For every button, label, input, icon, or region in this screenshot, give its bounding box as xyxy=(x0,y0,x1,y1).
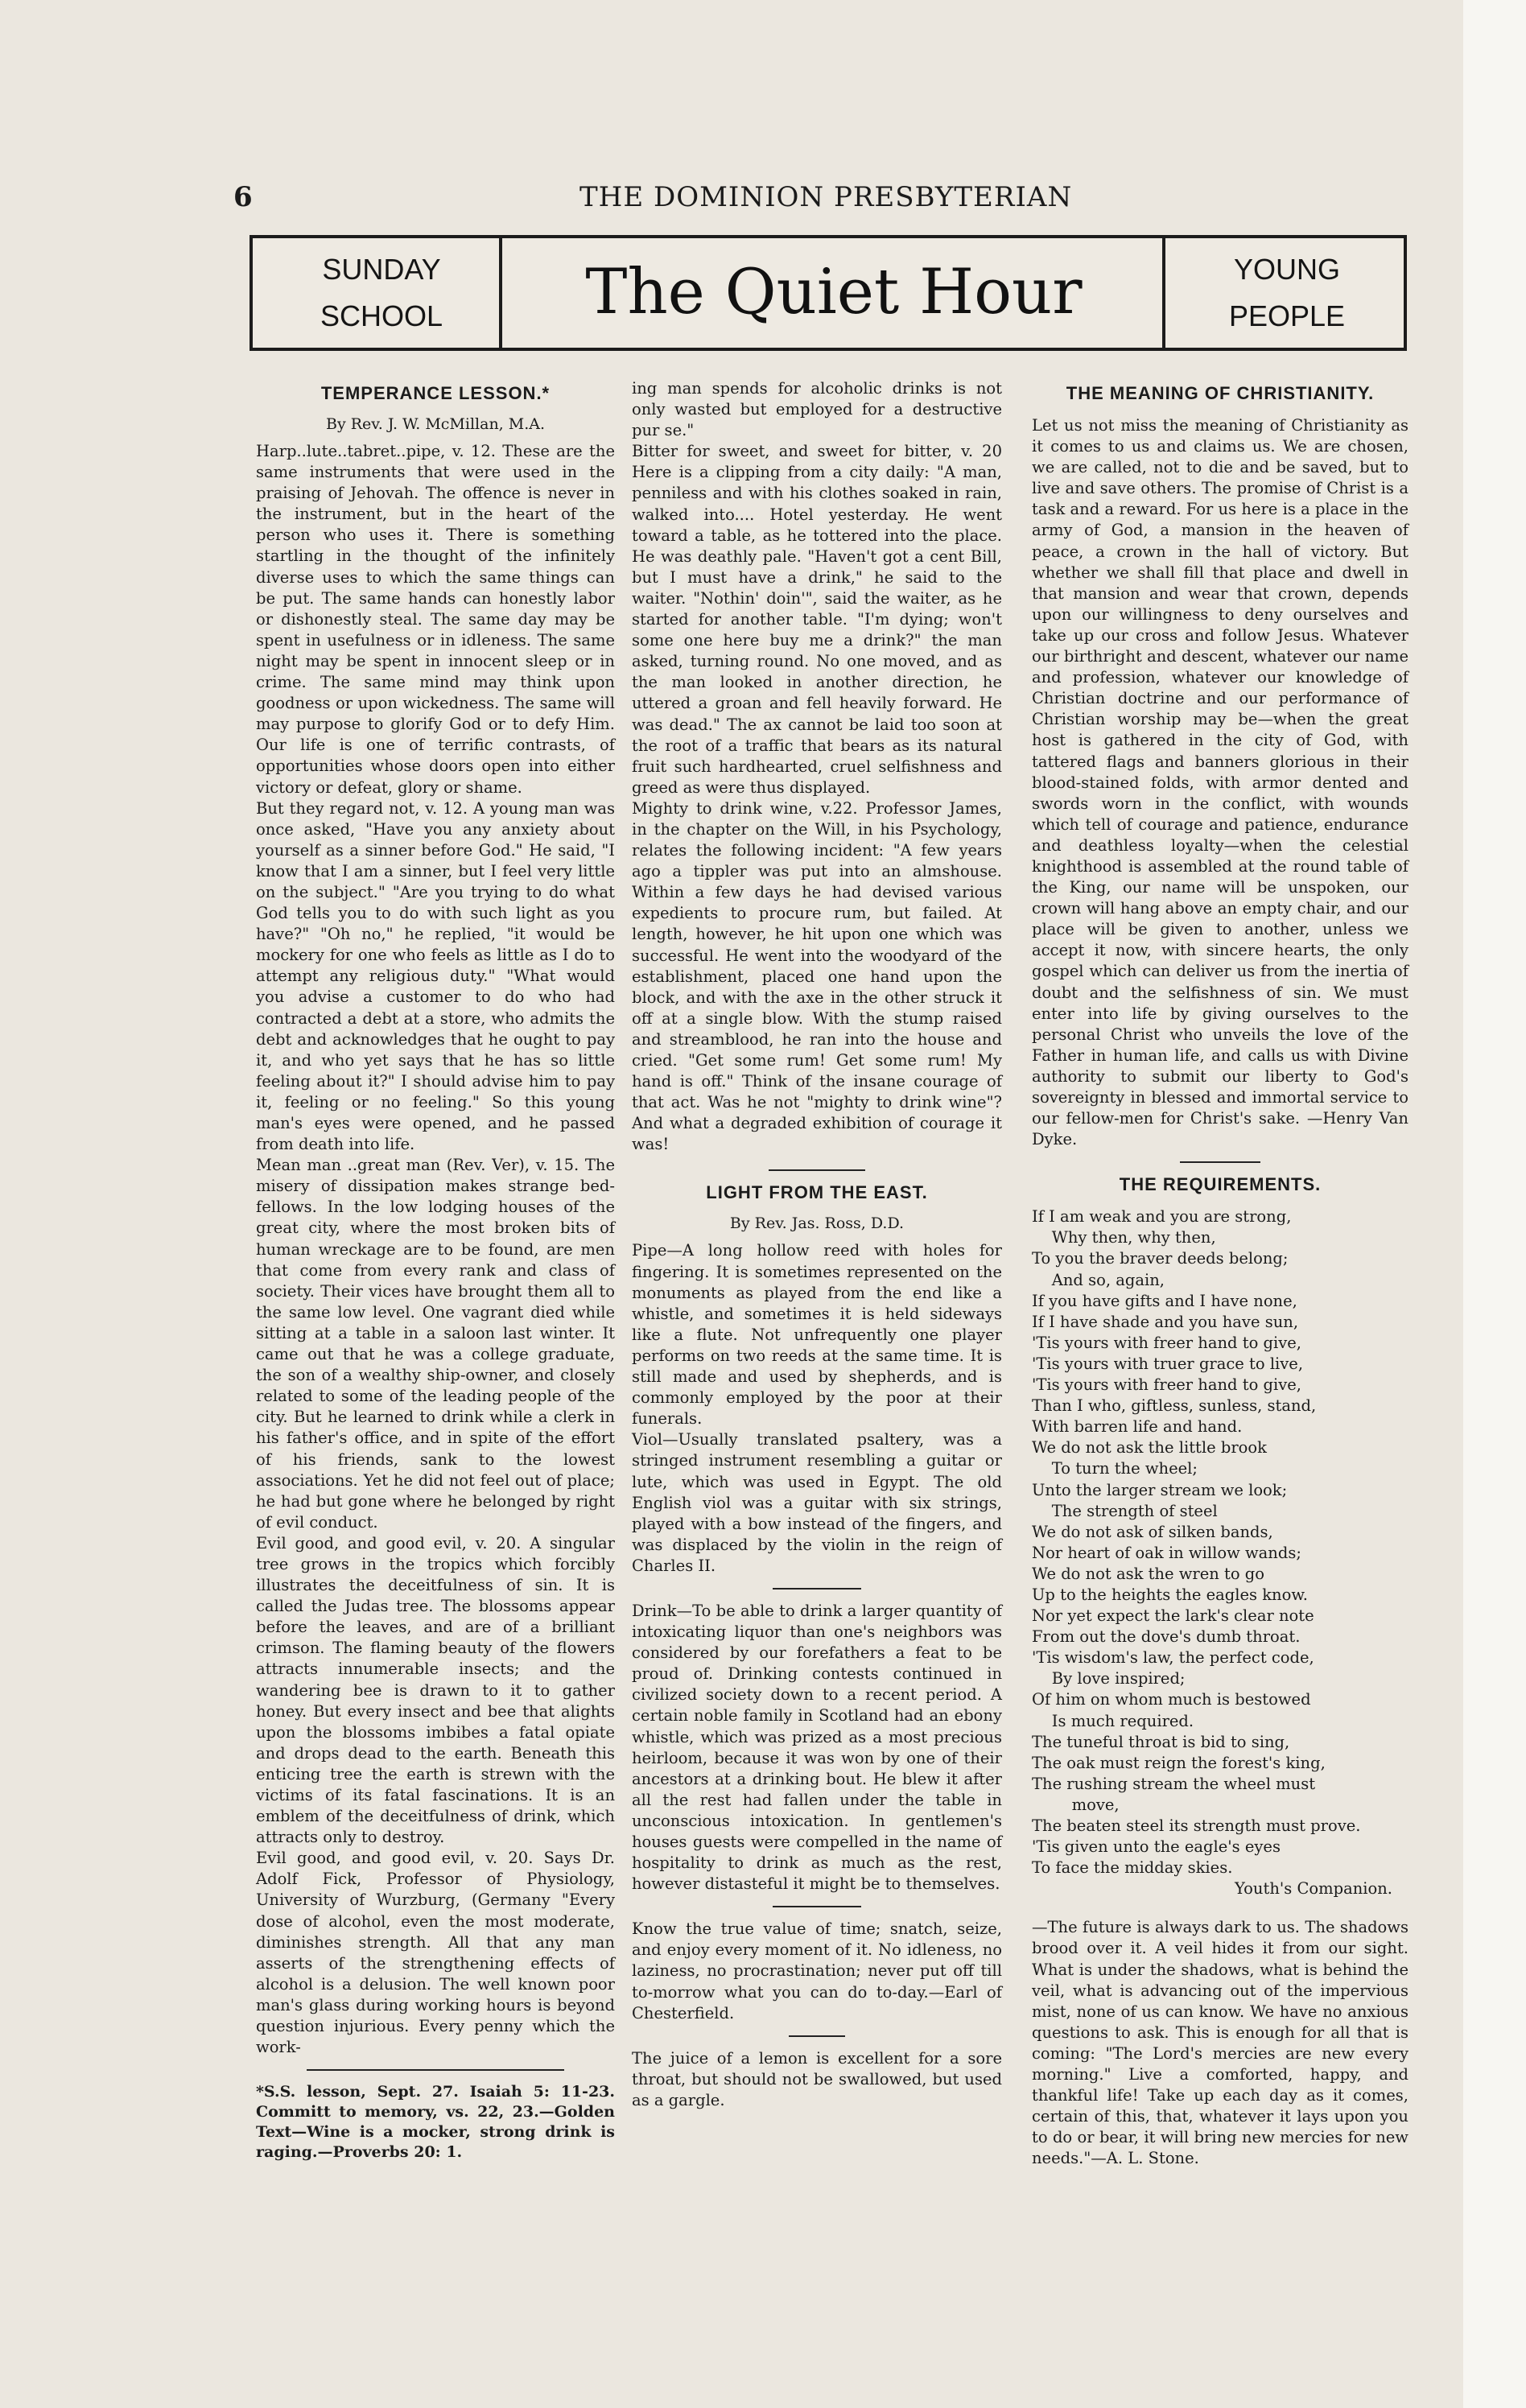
light-paragraph: Viol—Usually translated psaltery, was a stringed instrument resembling a guitar or lute, which was used in Egypt. The old English viol was a guitar with six strings, played with a bow instead of the fingers, and was displaced by the violin in the reign of Charles II. xyxy=(632,1430,1002,1575)
light-paragraph: Pipe—A long hollow reed with holes for fingering. It is sometimes represented on the monuments as played from the end like a whistle, and sometimes it is held sideways like a flute. Not unfrequently one player performs on two reeds at the same time. It is still made and used by shepherds, and is commonly employed by the poor at their funerals. xyxy=(632,1241,1002,1429)
banner-title: The Quiet Hour xyxy=(585,256,1083,328)
poem-line: We do not ask the wren to go xyxy=(1032,1564,1265,1583)
meaning-heading: THE MEANING OF CHRISTIANITY. xyxy=(1066,383,1375,403)
temperance-paragraph: Mean man ..great man (Rev. Ver), v. 15. The misery of dissipation makes strange bed-fellows. In the low lodging houses of the great city, where the most broken bits of human wreckage are to be found, are men that come from every rank and class of society. Their vices have brought them all to the same low level. One vagrant died while sitting at a table in a saloon last winter. It came out that he was a college graduate, the son of a wealthy ship-owner, and closely related to some of the leading people of the city. But he learned to drink while a clerk in his father's office, and in spite of the effort of his friends, sank to the lowest associations. Yet he did not feel out of place; he had but gone where he belonged by right of evil conduct. xyxy=(256,1156,615,1532)
poem-line: By love inspired; xyxy=(1032,1669,1186,1688)
section-banner xyxy=(250,235,1407,351)
journal-title: THE DOMINION PRESBYTERIAN xyxy=(579,181,1073,213)
poem-line: Why then, why then, xyxy=(1032,1228,1216,1247)
poem-line: Nor heart of oak in willow wands; xyxy=(1032,1543,1301,1562)
section-divider xyxy=(773,1906,861,1907)
temperance-paragraph: But they regard not, v. 12. A young man was once asked, "Have you any anxiety about yourself as a sinner before God." He said, "I know that I am a sinner, but I feel very little on the subject." "Are you trying to do what God tells you to do with such light as you have?" "Oh no," he replied, "it would be mockery for one who feels as little as I do to attempt any religious duty." "What would you advise a customer to do who had contracted a debt at a store, who admits the debt and acknowledges that he ought to pay it, and who yet says that he has so little feeling about it?" I should advise him to pay it, feeling or no feeling." So this young man's eyes were opened, and he passed from death into life. xyxy=(256,798,615,1154)
poem-line: Up to the heights the eagles know. xyxy=(1032,1585,1308,1604)
future-paragraph: —The future is always dark to us. The shadows brood over it. A veil hides it from our sight. What is under the shadows, what is behind the veil, what is advancing out of the impervious mist, none of us can know. We have no anxious questions to ask. This is enough for all that is coming: "The Lord's mercies are new every morning." Live a comforted, happy, and thankful life! Take up each day as it comes, certain of this, that, whatever it lays upon you to do or bear, it will bring new mercies for new needs."—A. L. Stone. xyxy=(1032,1918,1408,2168)
temperance-continuation: Mighty to drink wine, v.22. Professor James, in the chapter on the Will, in his Psychology, relates the following incident: "A few years ago a tippler was put into an almshouse. Within a few days he had devised various expedients to procure rum, but failed. At length, however, he hit upon one which was successful. He went into the woodyard of the establishment, placed one hand upon the block, and with the axe in the other struck it off at a single blow. With the stump raised and streamblood, he ran into the house and cried. "Get some rum! Get some rum! My hand is off." Think of the insane courage of that act. Was he not "mighty to drink wine"? And what a degraded exhibition of courage it was! xyxy=(632,798,1002,1154)
column-1 xyxy=(256,378,615,2163)
time-paragraph: Know the true value of time; snatch, seize, and enjoy every moment of it. No idleness, no laziness, no procrastination; never put off till to-morrow what you can do to-day.—Earl of Chesterfield. xyxy=(632,1919,1002,2022)
poem-line: Unto the larger stream we look; xyxy=(1032,1480,1288,1499)
temperance-continuation: Bitter for sweet, and sweet for bitter, v. 20 Here is a clipping from a city daily: "A man, penniless and with his clothes soaked in rain, walked into.... Hotel yesterday. He went toward a table, as he tottered into the place. He was deathly pale. "Haven't got a cent Bill, but I must have a drink," he said to the waiter. "Nothin' doin'", said the waiter, as he started for another table. "I'm dying; won't some one here buy me a drink?" the man asked, turning round. No one moved, and as the man looked in another direction, he uttered a groan and fell heavily forward. He was dead." The ax cannot be laid too soon at the root of a traffic that bears as its natural fruit such hardhearted, cruel selfishness and greed as were thus displayed. xyxy=(632,442,1002,797)
poem-line: We do not ask the little brook xyxy=(1032,1438,1267,1458)
banner-divider-left xyxy=(499,238,502,348)
poem-line: To face the midday skies. xyxy=(1032,1858,1233,1878)
page-header xyxy=(233,181,1417,213)
poem-line: The tuneful throat is bid to sing, xyxy=(1032,1732,1290,1751)
column-3 xyxy=(1032,378,1408,2170)
column-2 xyxy=(632,378,1002,2111)
banner-left-line-2: SCHOOL xyxy=(320,299,443,332)
scan-margin xyxy=(1463,0,1526,2408)
lemon-paragraph: The juice of a lemon is excellent for a sore throat, but should not be swallowed, but used as a gargle. xyxy=(632,2048,1002,2109)
requirements-heading: THE REQUIREMENTS. xyxy=(1119,1174,1322,1195)
poem-line: 'Tis wisdom's law, the perfect code, xyxy=(1032,1648,1314,1668)
section-divider xyxy=(1180,1161,1260,1163)
temperance-heading: TEMPERANCE LESSON.* xyxy=(320,383,551,403)
drink-paragraph: Drink—To be able to drink a larger quantity of intoxicating liquor than one's neighbors was considered by our forefathers a feat to be proud of. Drinking contests continued in civilized society down to a recent period. A certain noble family in Scotland had an ebony whistle, which was prized as a most precious heirloom, because it was won by one of their ancestors at a drinking bout. He blew it after all the rest had fallen under the table in unconscious intoxication. In gentlemen's houses guests were compelled in the name of hospitality to drink as much as the rest, however distasteful it might be to themselves. xyxy=(632,1601,1002,1894)
poem-line: We do not ask of silken bands, xyxy=(1032,1522,1273,1541)
section-divider xyxy=(769,1169,865,1171)
poem-line: If you have gifts and I have none, xyxy=(1032,1291,1297,1310)
banner-right-line-1: YOUNG xyxy=(1233,253,1340,286)
poem-line: If I am weak and you are strong, xyxy=(1032,1207,1292,1227)
poem-line: And so, again, xyxy=(1032,1270,1165,1289)
temperance-byline: By Rev. J. W. McMillan, M.A. xyxy=(325,415,546,433)
requirements-poem xyxy=(1032,1206,1408,1878)
poem-line: 'Tis yours with freer hand to give, xyxy=(1032,1333,1301,1352)
lesson-footnote: *S.S. lesson, Sept. 27. Isaiah 5: 11-23. Committ to memory, vs. 22, 23.—Golden Text—Wine is a mocker, strong drink is raging.—Proverbs 20: 1. xyxy=(256,2083,615,2162)
poem-line: The strength of steel xyxy=(1032,1501,1218,1520)
banner-right-line-2: PEOPLE xyxy=(1228,299,1346,332)
poem-attribution: Youth's Companion. xyxy=(1235,1879,1392,1899)
poem-line: To you the braver deeds belong; xyxy=(1032,1249,1289,1268)
poem-line: move, xyxy=(1032,1795,1120,1814)
footnote-divider xyxy=(307,2069,564,2071)
temperance-paragraph: Harp..lute..tabret..pipe, v. 12. These are the same instruments that were used in the praising of Jehovah. The offence is never in the instrument, but in the heart of the person who uses it. There is something startling in the thought of the infinitely diverse uses to which the same things can be put. The same hands can honestly labor or dishonestly steal. The same day may be spent in usefulness or in idleness. The same night may be spent in innocent sleep or in crime. The same mind may think upon goodness or upon wickedness. The same will may purpose to glorify God or to defy Him. Our life is one of terrific contrasts, of opportunities whose doors open into either victory or defeat, glory or shame. xyxy=(256,442,615,797)
banner-divider-right xyxy=(1162,238,1165,348)
poem-line: If I have shade and you have sun, xyxy=(1032,1312,1299,1331)
poem-line: With barren life and hand. xyxy=(1032,1417,1243,1437)
poem-line: Is much required. xyxy=(1032,1711,1194,1730)
temperance-continuation: ing man spends for alcoholic drinks is not only wasted but employed for a destructive pur se." xyxy=(632,379,1002,440)
banner-left-line-1: SUNDAY xyxy=(322,253,441,286)
poem-line: 'Tis yours with truer grace to live, xyxy=(1032,1354,1304,1373)
poem-line: The rushing stream the wheel must xyxy=(1032,1774,1316,1793)
poem-line: 'Tis yours with freer hand to give, xyxy=(1032,1375,1301,1395)
meaning-paragraph: Let us not miss the meaning of Christianity as it comes to us and claims us. We are chosen, we are called, not to die and be saved, but to live and save others. The promise of Christ is a task and a reward. For us here is a place in the army of God, a mansion in the heaven of peace, a crown in the hall of victory. But whether we shall fill that place and dwell in that mansion and wear that crown, depends upon our willingness to deny ourselves and take up our cross and follow Jesus. Whatever our birthright and descent, whatever our name and profession, whatever our knowledge of Christian doctrine and our performance of Christian worship may be—when the great host is gathered in the city of God, with tattered flags and banners glorious in their blood-stained folds, with armor dented and swords worn in the conflict, with wounds which tell of courage and patience, endurance and deathless loyalty—when the celestial knighthood is assembled at the round table of the King, our name will be unspoken, our crown will hang above an empty chair, and our place will be given to another, unless we accept it now, with sincere hearts, the only gospel which can deliver us from the inertia of doubt and the selfishness of sin. We must enter into life by giving ourselves to the personal Christ who unveils the love of the Father in human life, and calls us with Divine authority to submit our liberty to God's sovereignty in blessed and immortal service to our fellow-men for Christ's sake. —Henry Van Dyke. xyxy=(1032,416,1408,1149)
page-number: 6 xyxy=(233,181,253,213)
banner-left-label xyxy=(261,246,502,340)
poem-line: The oak must reign the forest's king, xyxy=(1032,1753,1326,1772)
temperance-paragraph: Evil good, and good evil, v. 20. Says Dr. Adolf Fick, Professor of Physiology, University of Wurzburg, (Germany "Every dose of alcohol, even the most moderate, diminishes strength. All that any man asserts of the strengthening effects of alcohol is a delusion. The well known poor man's glass during working hours is beyond question injurious. Every penny which the work- xyxy=(256,1849,615,2057)
poem-line: Than I who, giftless, sunless, stand, xyxy=(1032,1396,1317,1416)
temperance-paragraph: Evil good, and good evil, v. 20. A singular tree grows in the tropics which forcibly illustrates the deceitfulness of sin. It is called the Judas tree. The blossoms appear before the leaves, and are of a brilliant crimson. The flaming beauty of the flowers attracts innumerable insects; and the wandering bee is drawn to it to gather honey. But every insect and bee that alights upon the blossoms imbibes a fatal opiate and drops dead to the earth. Beneath this enticing tree the earth is strewn with the victims of its fatal fascinations. It is an emblem of the deceitfulness of drink, which attracts only to destroy. xyxy=(256,1533,615,1847)
section-divider xyxy=(773,1588,861,1590)
spacer xyxy=(1032,1899,1408,1917)
section-divider xyxy=(789,2035,845,2037)
light-byline: By Rev. Jas. Ross, D.D. xyxy=(729,1214,905,1233)
poem-line: 'Tis given unto the eagle's eyes xyxy=(1032,1837,1281,1857)
banner-right-label xyxy=(1170,246,1404,340)
poem-line: To turn the wheel; xyxy=(1032,1459,1198,1478)
poem-line: Nor yet expect the lark's clear note xyxy=(1032,1606,1314,1626)
poem-line: The beaten steel its strength must prove. xyxy=(1032,1816,1361,1835)
poem-line: Of him on whom much is bestowed xyxy=(1032,1690,1311,1709)
light-heading: LIGHT FROM THE EAST. xyxy=(706,1182,928,1203)
poem-line: From out the dove's dumb throat. xyxy=(1032,1627,1301,1647)
